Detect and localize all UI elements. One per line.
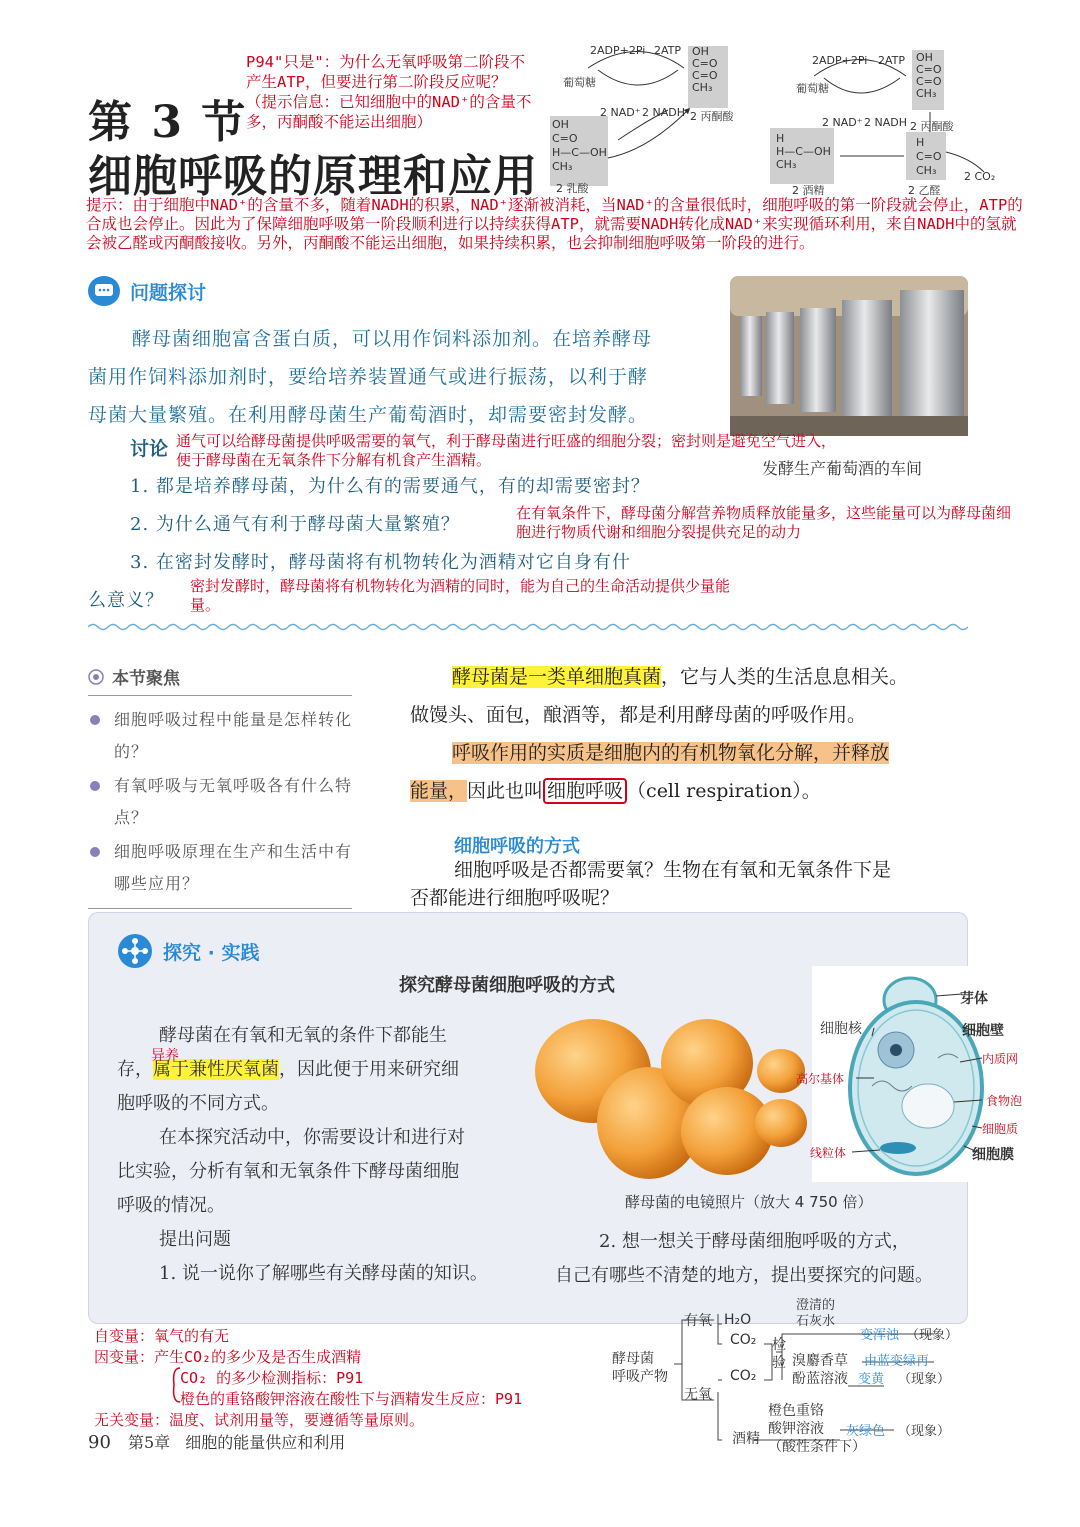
question-1: 1. 都是培养酵母菌，为什么有的需要通气，有的却需要密封？ (130, 476, 650, 497)
subhead-raise-question: 提出问题 (159, 1229, 231, 1250)
yeast-micrograph (531, 1013, 811, 1183)
main-text: 酵母菌是一类单细胞真菌，它与人类的生活息息相关。 做馒头、面包，酿酒等，都是利用酵母菌的呼吸作用。 呼吸作用的实质是细胞内的有机物氧化分解，并释放 能量，因此也叫 细胞呼吸 （cell respiration）。 (410, 658, 980, 810)
tree-co2-b: CO₂ (730, 1368, 757, 1384)
focus-item: 细胞呼吸过程中能量是怎样转化的？ (88, 704, 352, 768)
adp-label: 2ADP+2Pi (590, 44, 646, 57)
tree-lime-result: 变浑浊 (860, 1328, 900, 1343)
tree-btb: 溴麝香草 酚蓝溶液 (792, 1353, 848, 1387)
wavy-divider (88, 622, 968, 632)
annotation-top: P94"只是"：为什么无氧呼吸第二阶段不产生ATP，但要进行第二阶段反应呢？（提示信息：已知细胞中的NAD⁺的含量不多，丙酮酸不能运出细胞） (246, 53, 532, 131)
co2-label: 2 CO₂ (964, 170, 996, 183)
intro-line-3: 母菌大量繁殖。在利用酵母菌生产葡萄酒时，却需要密封发酵。 (88, 404, 649, 426)
highlight-respiration: 呼吸作用的实质是细胞内的有机物氧化分解，并释放 (452, 742, 890, 764)
acetaldehyde-structure: H C=O CH₃ (916, 136, 942, 177)
chapter-label: 第5章 (128, 1433, 171, 1452)
nad-label: 2 NAD⁺ (600, 106, 641, 119)
subhead-respiration-mode: 细胞呼吸的方式 (454, 836, 580, 857)
tree-root: 酵母菌 呼吸产物 (612, 1351, 668, 1385)
page-footer (88, 1430, 345, 1453)
section-focus (88, 664, 352, 909)
tree-aerobic: 有氧 (684, 1313, 712, 1329)
page-number: 90 (88, 1432, 111, 1453)
atp-label: 2ATP (654, 44, 682, 57)
focus-header: 本节聚焦 (88, 664, 352, 696)
ethanol-label: 2 酒精 (792, 184, 825, 197)
question-2: 2. 为什么通气有利于酵母菌大量繁殖？ (130, 514, 460, 535)
tree-detect: 检 验 (772, 1337, 786, 1371)
tree-anaerobic: 无氧 (684, 1387, 712, 1403)
tree-btb-result: 由蓝变绿再 (864, 1354, 930, 1369)
question-3-annotation: 密封发酵时，酵母菌将有机物转化为酒精的同时，能为自己的生命活动提供少量能量。 (190, 577, 731, 614)
label-bud: 芽体 (960, 991, 988, 1007)
glucose-label-2: 葡萄糖 (796, 82, 829, 95)
tree-dichromate-result: 灰绿色 (846, 1424, 886, 1439)
winery-photo (730, 276, 968, 436)
discussion-header (88, 276, 206, 306)
glucose-label: 葡萄糖 (563, 76, 596, 89)
highlight-yeast: 酵母菌是一类单细胞真菌 (452, 666, 662, 688)
annotation-heterotroph: 异养 (151, 1048, 179, 1064)
nadh-label-2: 2 NADH (864, 116, 907, 129)
question-2-annotation: 在有氧条件下，酵母菌分解营养物质释放能量多，这些能量可以为酵母菌细胞进行物质代谢和细胞分裂提供充足的动力 (516, 504, 1012, 541)
question-3-cont: 么意义？ (88, 590, 164, 611)
bottom-notes: 自变量：氧气的有无 因变量：产生CO₂的多少及是否生成酒精 CO₂ 的多少检测指标：P91 橙色的重铬酸钾溶液在酸性下与酒精发生反应：P91 无关变量：温度、试剂用量等，要遵循等量原则。 (94, 1327, 523, 1429)
intro-line-1: 酵母菌细胞富含蛋白质，可以用作饲料添加剂。在培养酵母 (132, 328, 653, 350)
label-nucleus: 细胞核 (820, 1021, 862, 1037)
label-cell-membrane: 细胞膜 (972, 1147, 1014, 1163)
main-line-2: 做馒头、面包，酿酒等，都是利用酵母菌的呼吸作用。 (410, 704, 867, 726)
discuss-annotation: 通气可以给酵母菌提供呼吸需要的氧气，利于酵母菌进行旺盛的细胞分裂；密封则是避免空气进入，便于酵母菌在无氧条件下分解有机食产生酒精。 (176, 432, 837, 469)
focus-item: 细胞呼吸原理在生产和生活中有哪些应用？ (88, 836, 352, 900)
pyruvate-label-2: 2 丙酮酸 (910, 120, 954, 133)
label-golgi: 高尔基体 (796, 1072, 845, 1086)
label-cell-wall: 细胞壁 (962, 1023, 1004, 1039)
practice-item-1: 1. 说一说你了解哪些有关酵母菌的知识。 (159, 1263, 488, 1284)
pyruvate-label: 2 丙酮酸 (690, 110, 734, 123)
target-icon (88, 669, 104, 685)
discussion-intro (88, 320, 728, 434)
question-3: 3. 在密封发酵时，酵母菌将有机物转化为酒精对它自身有什 (130, 552, 631, 573)
atp-label-2: 2ATP (878, 54, 906, 67)
focus-item: 有氧呼吸与无氧呼吸各有什么特点？ (88, 770, 352, 834)
highlight-facultative: 属于兼性厌氧菌 (153, 1059, 279, 1080)
tree-h2o: H₂O (724, 1312, 752, 1328)
pyruvate-structure: OH C=O C=O CH₃ (692, 45, 718, 94)
practice-header: 探究 · 实践 (117, 933, 259, 969)
label-er: 内质网 (982, 1052, 1019, 1066)
molecule-icon (117, 933, 153, 969)
pyruvate-structure-2: OH C=O C=O CH₃ (916, 51, 942, 100)
lactate-label: 2 乳酸 (556, 182, 589, 195)
chat-bubble-icon (88, 276, 120, 306)
adp-label-2: 2ADP+2Pi (812, 54, 868, 67)
ethanol-structure: H H—C—OH CH₃ (776, 132, 831, 171)
tree-btb-result-2: 变黄 (858, 1372, 885, 1387)
acetaldehyde-label: 2 乙醛 (908, 184, 941, 197)
term-cell-respiration: 细胞呼吸 (543, 778, 627, 804)
nadh-label: 2 NADH (642, 106, 685, 119)
tree-co2-a: CO₂ (730, 1332, 757, 1348)
micrograph-caption: 酵母菌的电镜照片（放大 4 750 倍） (625, 1193, 873, 1211)
winery-caption: 发酵生产葡萄酒的车间 (762, 459, 923, 478)
section-number: 第 3 节 (88, 97, 248, 148)
tree-btb-tag: （现象） (898, 1372, 951, 1387)
bracket (170, 1366, 182, 1404)
chapter-title: 细胞的能量供应和利用 (185, 1433, 346, 1452)
annotation-hint: 提示：由于细胞中NAD⁺的含量不多，随着NADH的积累，NAD⁺逐渐被消耗，当NAD⁺的含量很低时，细胞呼吸的第一阶段就会停止，ATP的合成也会停止。因此为了保障细胞呼吸第一阶段顺利进行以持续获得ATP，就需要NADH转化成NAD⁺来实现循环利用，来自NADH中的氢就会被乙醛或丙酮酸接收。另外，丙酮酸不能运出细胞，如果持续积累，也会抑制细胞呼吸第一阶段的进行。 (86, 196, 1023, 252)
practice-item-2: 2. 想一想关于酵母菌细胞呼吸的方式， 自己有哪些不清楚的地方，提出要探究的问题。 (555, 1231, 933, 1286)
page-title: 细胞呼吸的原理和应用 (88, 151, 538, 202)
nad-label-2: 2 NAD⁺ (822, 116, 863, 129)
practice-para-1: 酵母菌在有氧和无氧的条件下都能生 存，属于兼性厌氧菌，因此便于用来研究细 异养 胞呼吸的不同方式。 在本探究活动中，你需要设计和进行对 比实验，分析有氧和无氧条件下酵母菌细胞 呼吸的情况。 提出问题 1. 说一说你了解哪些有关酵母菌的知识。 (117, 1019, 537, 1291)
intro-line-2: 菌用作饲料添加剂时，要给培养装置通气或进行振荡，以利于酵 (88, 366, 649, 388)
tree-dichromate-tag: （现象） (898, 1424, 951, 1439)
practice-title: 探究酵母菌细胞呼吸的方式 (399, 975, 615, 996)
tree-ethanol: 酒精 (732, 1431, 760, 1447)
tree-lime-tag: （现象） (906, 1328, 959, 1343)
discuss-label: 讨论 (130, 438, 169, 460)
tree-dichromate: 橙色重铬 酸钾溶液 （酸性条件下） (768, 1403, 866, 1455)
label-cytoplasm: 细胞质 (982, 1122, 1019, 1136)
discussion-header-label: 问题探讨 (130, 281, 207, 304)
label-vacuole: 食物泡 (986, 1094, 1023, 1108)
label-mitochondria: 线粒体 (810, 1146, 847, 1160)
tree-limewater: 澄清的 石灰水 (796, 1298, 836, 1329)
lactate-structure: OH C=O H—C—OH CH₃ (552, 118, 607, 173)
main-text-2: 细胞呼吸是否都需要氧？生物在有氧和无氧条件下是 否都能进行细胞呼吸呢？ (410, 859, 892, 909)
